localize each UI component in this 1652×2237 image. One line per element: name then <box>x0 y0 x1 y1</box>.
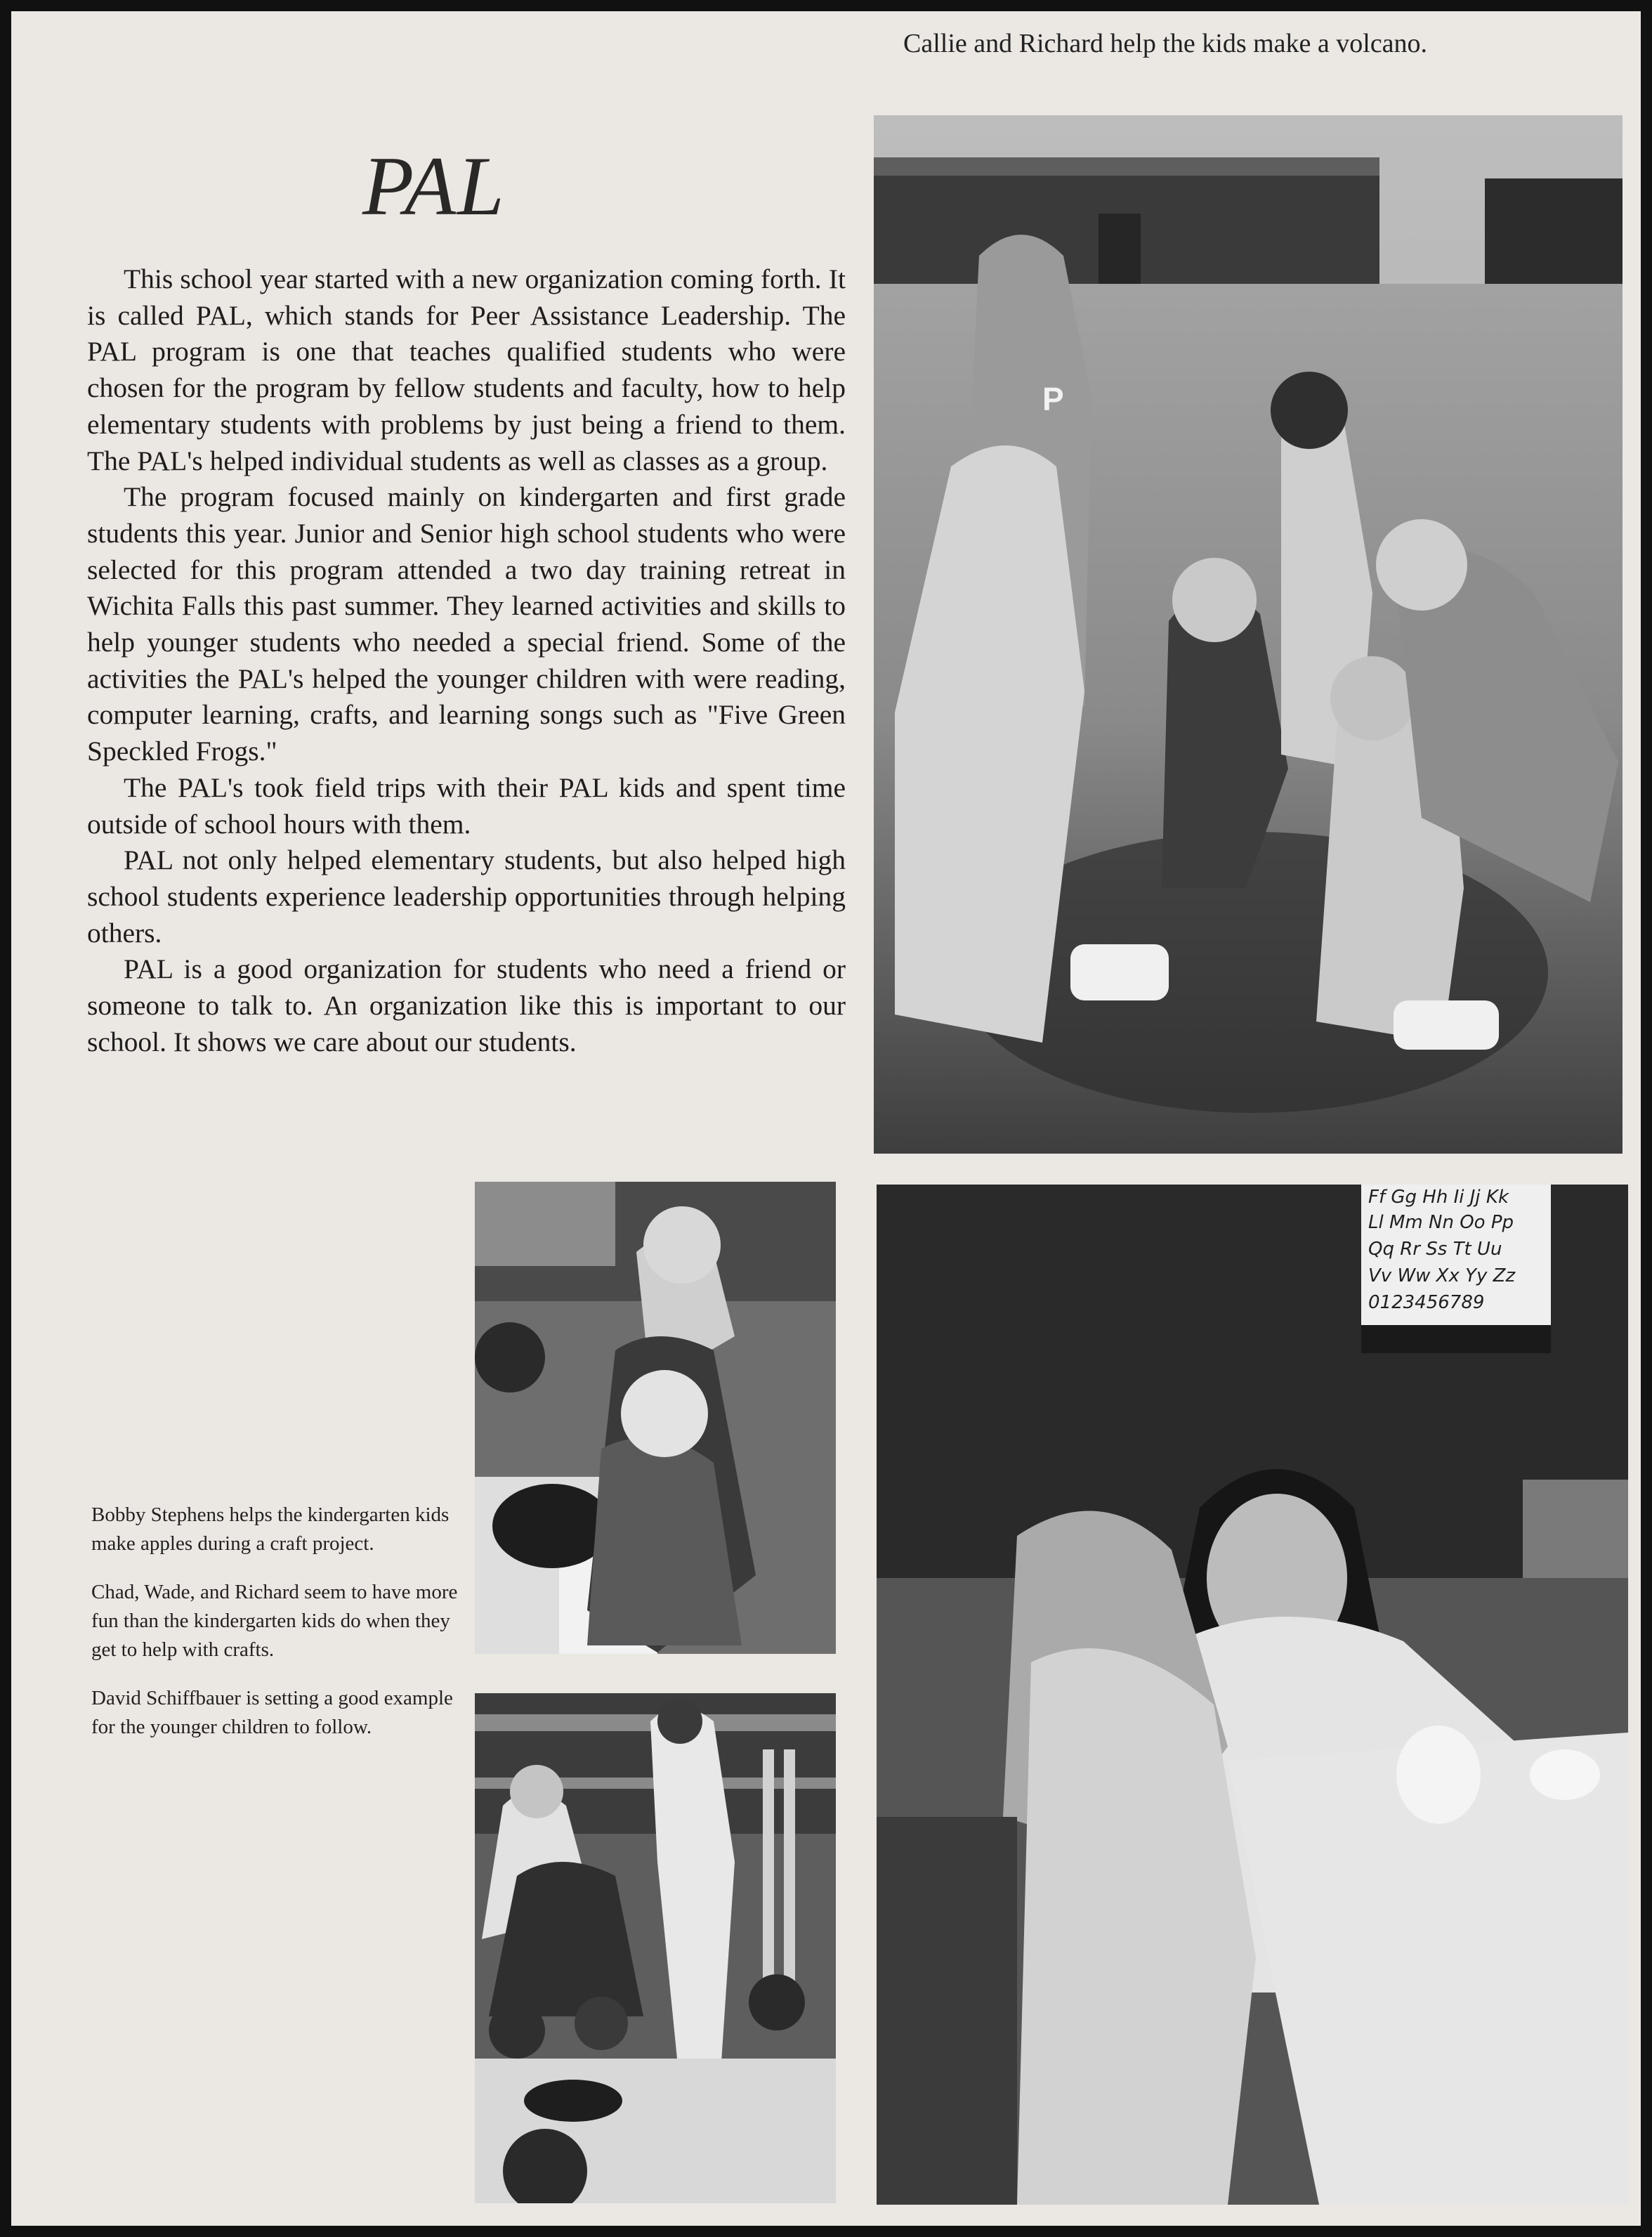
article-body <box>87 261 846 1060</box>
chalkboard-line-1: Ff Gg Hh Ii Jj Kk <box>1368 1187 1509 1208</box>
apple-craft-photo <box>475 1182 836 1654</box>
caption-david-schiffbauer: David Schiffbauer is setting a good example for the younger children to follow. <box>91 1687 453 1738</box>
body-paragraph-4: PAL not only helped elementary students, but also helped high school students experience leadership opportunities through helping others. <box>87 844 846 948</box>
body-paragraph-1: This school year started with a new organization coming forth. It is called PAL, which stands for Peer Assistance Leadership. The PAL program is one that teaches qualified students who were chosen for the program by fellow students and faculty, how to help elementary students with problems by just being a friend to them. The PAL's helped individual students as well as classes as a group. <box>87 263 846 476</box>
chalkboard-line-4: Vv Ww Xx Yy Zz <box>1368 1265 1516 1286</box>
classroom-photo <box>475 1693 836 2203</box>
yearbook-page <box>11 11 1641 2226</box>
page-title: PAL <box>362 139 506 233</box>
shirt-letter: P <box>1042 381 1064 417</box>
body-paragraph-5: PAL is a good organization for students who need a friend or someone to talk to. An organization like this is important to our school. It shows we care about our students. <box>87 953 846 1057</box>
volcano-photo-caption: Callie and Richard help the kids make a volcano. <box>903 29 1428 58</box>
body-paragraph-2: The program focused mainly on kindergarten and first grade students this year. Junior and Senior high school students who were selected for this program attended a two day training retreat in Wichita Falls this past summer. They learned activities and skills to help younger students who needed a special friend. Some of the activities the PAL's helped the younger children with were reading, computer learning, crafts, and learning songs such as "Five Green Speckled Frogs." <box>87 481 846 767</box>
caption-bobby-stephens: Bobby Stephens helps the kindergarten kids make apples during a craft project. <box>91 1504 450 1555</box>
chalkboard-line-5: 0123456789 <box>1368 1292 1485 1313</box>
craft-helper-photo <box>877 1185 1628 2205</box>
side-captions <box>91 1501 467 1761</box>
chalkboard-line-3: Qq Rr Ss Tt Uu <box>1368 1239 1502 1260</box>
chalkboard-line-2: Ll Mm Nn Oo Pp <box>1368 1212 1514 1233</box>
volcano-photo <box>874 115 1622 1154</box>
caption-chad-wade-richard: Chad, Wade, and Richard seem to have more fun than the kindergarten kids do when they get to help with crafts. <box>91 1581 458 1661</box>
body-paragraph-3: The PAL's took field trips with their PAL kids and spent time outside of school hours with them. <box>87 771 846 840</box>
